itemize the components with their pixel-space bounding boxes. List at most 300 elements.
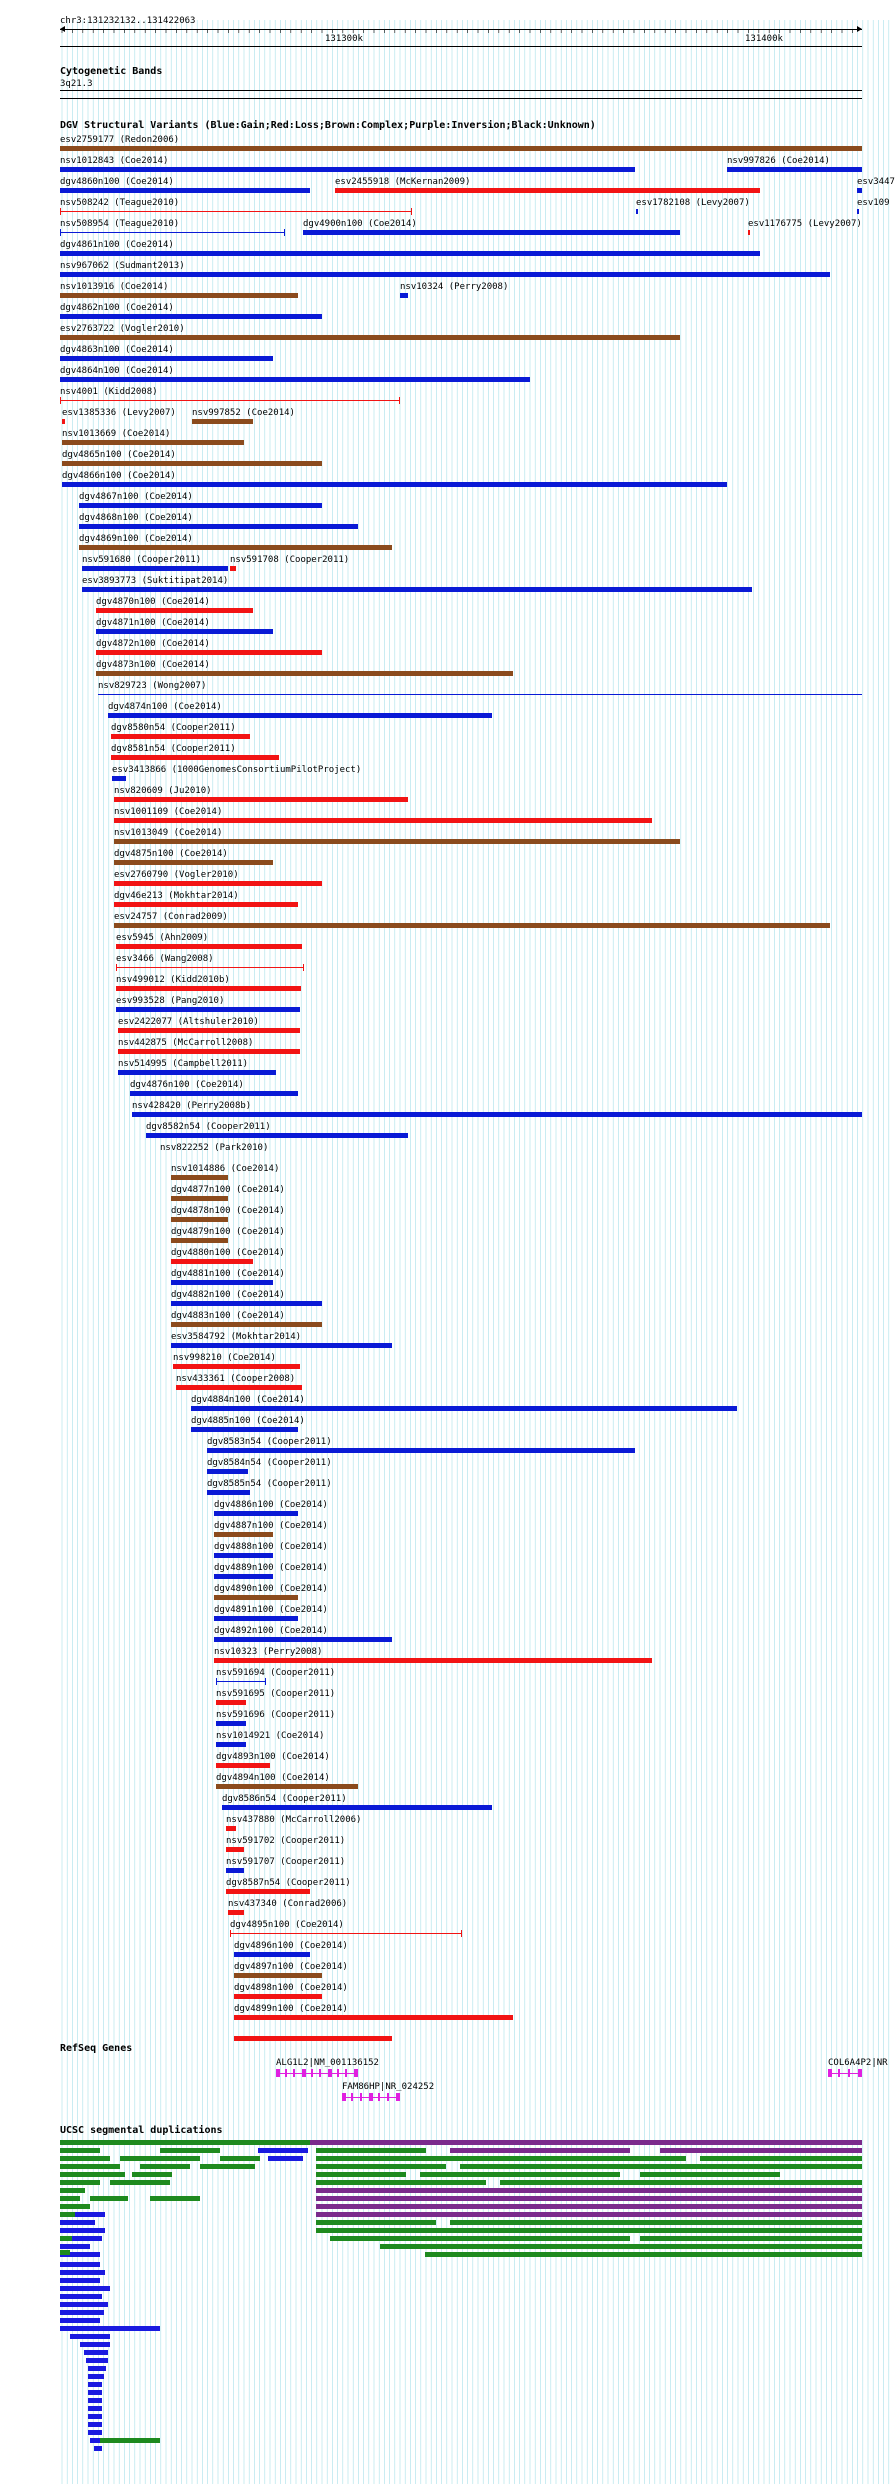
segdup-block[interactable] — [150, 2196, 200, 2201]
segdup-block[interactable] — [60, 2270, 105, 2275]
dgv-feature-label[interactable]: nsv508954 (Teague2010) — [60, 219, 180, 229]
refseq-gene-label[interactable]: COL6A4P2|NR — [828, 2058, 888, 2068]
refseq-gene-exon[interactable] — [293, 2069, 295, 2077]
refseq-gene-exon[interactable] — [337, 2069, 339, 2077]
dgv-feature-label[interactable]: dgv4889n100 (Coe2014) — [214, 1563, 328, 1573]
dgv-feature-bar[interactable] — [207, 1490, 250, 1495]
segdup-block[interactable] — [700, 2156, 862, 2161]
segdup-block[interactable] — [316, 2172, 406, 2177]
dgv-feature-bar[interactable] — [60, 272, 830, 277]
dgv-feature-label[interactable]: dgv4877n100 (Coe2014) — [171, 1185, 285, 1195]
dgv-feature-label[interactable]: esv2422077 (Altshuler2010) — [118, 1017, 259, 1027]
dgv-feature-bar[interactable] — [79, 524, 358, 529]
dgv-feature-label[interactable]: dgv4896n100 (Coe2014) — [234, 1941, 348, 1951]
dgv-feature-label[interactable]: dgv4871n100 (Coe2014) — [96, 618, 210, 628]
segdup-block[interactable] — [316, 2212, 862, 2217]
dgv-feature-bar[interactable] — [191, 1427, 298, 1432]
dgv-feature-bar[interactable] — [62, 461, 322, 466]
segdup-block[interactable] — [88, 2382, 102, 2387]
dgv-feature-bar[interactable] — [636, 209, 638, 214]
segdup-block[interactable] — [460, 2164, 862, 2169]
dgv-feature-label[interactable]: nsv10324 (Perry2008) — [400, 282, 509, 292]
segdup-block[interactable] — [70, 2334, 110, 2339]
segdup-block[interactable] — [88, 2414, 102, 2419]
segdup-block[interactable] — [60, 2250, 70, 2255]
dgv-feature-bar[interactable] — [114, 839, 680, 844]
dgv-feature-bar[interactable] — [214, 1637, 392, 1642]
dgv-feature-label[interactable]: esv3413866 (1000GenomesConsortiumPilotProject) — [112, 765, 362, 775]
cytoband-bar[interactable] — [60, 90, 862, 91]
dgv-feature-bar[interactable] — [234, 1994, 322, 1999]
dgv-feature-label[interactable]: dgv4867n100 (Coe2014) — [79, 492, 193, 502]
dgv-feature-bar[interactable] — [60, 232, 285, 233]
refseq-gene-exon[interactable] — [858, 2069, 862, 2077]
dgv-feature-label[interactable]: nsv4001 (Kidd2008) — [60, 387, 158, 397]
segdup-block[interactable] — [316, 2220, 436, 2225]
segdup-block[interactable] — [258, 2148, 308, 2153]
dgv-feature-label[interactable]: dgv8587n54 (Cooper2011) — [226, 1878, 351, 1888]
refseq-gene-intron-line[interactable] — [276, 2073, 356, 2074]
dgv-feature-bar[interactable] — [214, 1595, 298, 1600]
dgv-feature-label[interactable]: nsv591694 (Cooper2011) — [216, 1668, 336, 1678]
segdup-block[interactable] — [100, 2438, 160, 2443]
segdup-block[interactable] — [316, 2204, 862, 2209]
dgv-feature-label[interactable]: dgv4861n100 (Coe2014) — [60, 240, 174, 250]
dgv-feature-label[interactable]: dgv8584n54 (Cooper2011) — [207, 1458, 332, 1468]
dgv-feature-bar[interactable] — [222, 1805, 492, 1810]
dgv-feature-label[interactable]: dgv8583n54 (Cooper2011) — [207, 1437, 332, 1447]
refseq-gene-label[interactable]: FAM86HP|NR_024252 — [342, 2082, 435, 2092]
refseq-gene-exon[interactable] — [319, 2069, 321, 2077]
dgv-feature-label[interactable]: esv2760790 (Vogler2010) — [114, 870, 239, 880]
dgv-feature-label[interactable]: dgv4899n100 (Coe2014) — [234, 2004, 348, 2014]
segdup-block[interactable] — [316, 2196, 862, 2201]
segdup-block[interactable] — [316, 2164, 446, 2169]
dgv-feature-label[interactable]: nsv591680 (Cooper2011) — [82, 555, 202, 565]
dgv-feature-bar[interactable] — [96, 608, 253, 613]
dgv-feature-label[interactable]: nsv591696 (Cooper2011) — [216, 1710, 336, 1720]
ruler[interactable] — [60, 29, 862, 43]
dgv-feature-bar[interactable] — [114, 923, 830, 928]
dgv-feature-bar[interactable] — [96, 629, 273, 634]
dgv-feature-bar[interactable] — [192, 419, 253, 424]
dgv-feature-label[interactable]: nsv1013669 (Coe2014) — [62, 429, 171, 439]
refseq-track-title[interactable]: RefSeq Genes — [60, 2043, 133, 2054]
ruler-right-arrow[interactable] — [857, 26, 862, 32]
dgv-feature-bar[interactable] — [60, 251, 760, 256]
dgv-feature-bar[interactable] — [191, 1406, 737, 1411]
dgv-feature-bar[interactable] — [62, 419, 65, 424]
dgv-feature-label[interactable]: dgv4868n100 (Coe2014) — [79, 513, 193, 523]
dgv-feature-bar[interactable] — [82, 587, 752, 592]
segdup-block[interactable] — [88, 2374, 104, 2379]
segdup-block[interactable] — [60, 2228, 105, 2233]
segdup-block[interactable] — [60, 2244, 90, 2249]
dgv-feature-bar[interactable] — [60, 335, 680, 340]
segdup-block[interactable] — [72, 2236, 102, 2241]
dgv-feature-label[interactable]: dgv4900n100 (Coe2014) — [303, 219, 417, 229]
dgv-feature-label[interactable]: dgv4882n100 (Coe2014) — [171, 1290, 285, 1300]
segdup-block[interactable] — [88, 2366, 106, 2371]
dgv-feature-bar[interactable] — [82, 566, 228, 571]
dgv-feature-bar[interactable] — [335, 188, 760, 193]
dgv-feature-label[interactable]: dgv4866n100 (Coe2014) — [62, 471, 176, 481]
dgv-feature-label[interactable]: nsv1012843 (Coe2014) — [60, 156, 169, 166]
refseq-gene-exon[interactable] — [311, 2069, 313, 2077]
dgv-feature-bar[interactable] — [857, 188, 862, 193]
dgv-feature-bar[interactable] — [116, 944, 302, 949]
dgv-feature-label[interactable]: dgv4894n100 (Coe2014) — [216, 1773, 330, 1783]
dgv-feature-label[interactable]: dgv4888n100 (Coe2014) — [214, 1542, 328, 1552]
dgv-feature-bar[interactable] — [173, 1364, 300, 1369]
dgv-feature-bar[interactable] — [60, 400, 400, 401]
dgv-feature-label[interactable]: dgv4863n100 (Coe2014) — [60, 345, 174, 355]
dgv-feature-bar[interactable] — [111, 734, 250, 739]
segdup-block[interactable] — [450, 2220, 862, 2225]
dgv-feature-label[interactable]: dgv4874n100 (Coe2014) — [108, 702, 222, 712]
dgv-feature-bar[interactable] — [748, 230, 750, 235]
dgv-feature-label[interactable]: esv2759177 (Redon2006) — [60, 135, 180, 145]
dgv-feature-bar[interactable] — [216, 1700, 246, 1705]
dgv-feature-label[interactable]: dgv4885n100 (Coe2014) — [191, 1416, 305, 1426]
segdup-block[interactable] — [84, 2350, 108, 2355]
dgv-feature-label[interactable]: dgv4898n100 (Coe2014) — [234, 1983, 348, 1993]
dgv-feature-bar[interactable] — [60, 211, 412, 212]
segdup-block[interactable] — [132, 2172, 172, 2177]
dgv-feature-label[interactable]: dgv4865n100 (Coe2014) — [62, 450, 176, 460]
dgv-feature-bar[interactable] — [727, 167, 862, 172]
segdup-block[interactable] — [88, 2406, 102, 2411]
refseq-gene-exon[interactable] — [838, 2069, 840, 2077]
segdup-block[interactable] — [268, 2156, 303, 2161]
segdup-block[interactable] — [316, 2156, 686, 2161]
dgv-feature-bar[interactable] — [216, 1763, 270, 1768]
segdup-block[interactable] — [450, 2148, 630, 2153]
segdup-block[interactable] — [160, 2148, 220, 2153]
segdup-block[interactable] — [60, 2302, 108, 2307]
dgv-feature-bar[interactable] — [96, 671, 513, 676]
dgv-feature-label[interactable]: dgv4890n100 (Coe2014) — [214, 1584, 328, 1594]
dgv-feature-bar[interactable] — [132, 1112, 862, 1117]
refseq-gene-exon[interactable] — [378, 2093, 380, 2101]
dgv-feature-label[interactable]: dgv4893n100 (Coe2014) — [216, 1752, 330, 1762]
dgv-feature-bar[interactable] — [62, 482, 727, 487]
segdup-block[interactable] — [75, 2212, 105, 2217]
refseq-gene-label[interactable]: ALG1L2|NM_001136152 — [276, 2058, 379, 2068]
dgv-feature-label[interactable]: nsv1013916 (Coe2014) — [60, 282, 169, 292]
dgv-feature-label[interactable]: dgv4883n100 (Coe2014) — [171, 1311, 285, 1321]
dgv-feature-label[interactable]: esv109 — [857, 198, 890, 208]
dgv-feature-bar[interactable] — [60, 314, 322, 319]
dgv-feature-label[interactable]: nsv820609 (Ju2010) — [114, 786, 212, 796]
dgv-feature-bar[interactable] — [400, 293, 408, 298]
dgv-feature-label[interactable]: esv5945 (Ahn2009) — [116, 933, 209, 943]
segdup-block[interactable] — [60, 2326, 160, 2331]
dgv-feature-bar[interactable] — [171, 1343, 392, 1348]
dgv-feature-label[interactable]: dgv8581n54 (Cooper2011) — [111, 744, 236, 754]
refseq-gene-intron-line[interactable] — [828, 2073, 860, 2074]
refseq-gene-exon[interactable] — [828, 2069, 832, 2077]
segdup-block[interactable] — [316, 2188, 862, 2193]
dgv-feature-label[interactable]: dgv4878n100 (Coe2014) — [171, 1206, 285, 1216]
dgv-feature-bar[interactable] — [114, 902, 298, 907]
dgv-feature-label[interactable]: esv3584792 (Mokhtar2014) — [171, 1332, 302, 1342]
segdup-block[interactable] — [88, 2390, 102, 2395]
dgv-feature-bar[interactable] — [114, 818, 652, 823]
dgv-feature-label[interactable]: nsv1014886 (Coe2014) — [171, 1164, 280, 1174]
dgv-feature-label[interactable]: dgv4884n100 (Coe2014) — [191, 1395, 305, 1405]
dgv-feature-bar[interactable] — [226, 1889, 310, 1894]
dgv-feature-label[interactable]: nsv1013049 (Coe2014) — [114, 828, 223, 838]
dgv-feature-label[interactable]: dgv4872n100 (Coe2014) — [96, 639, 210, 649]
segdup-block[interactable] — [60, 2172, 125, 2177]
dgv-feature-label[interactable]: nsv822252 (Park2010) — [160, 1143, 269, 1153]
dgv-feature-bar[interactable] — [216, 1681, 266, 1682]
dgv-feature-bar[interactable] — [116, 967, 304, 968]
dgv-feature-bar[interactable] — [216, 1784, 358, 1789]
dgv-feature-bar[interactable] — [226, 1847, 244, 1852]
dgv-feature-bar[interactable] — [118, 1049, 300, 1054]
dgv-feature-label[interactable]: esv1782108 (Levy2007) — [636, 198, 750, 208]
dgv-feature-label[interactable]: dgv4873n100 (Coe2014) — [96, 660, 210, 670]
dgv-feature-label[interactable]: nsv1014921 (Coe2014) — [216, 1731, 325, 1741]
segdup-block[interactable] — [60, 2148, 100, 2153]
dgv-feature-bar[interactable] — [60, 293, 298, 298]
cytoband-track-title[interactable]: Cytogenetic Bands — [60, 66, 163, 77]
segdup-block[interactable] — [60, 2294, 102, 2299]
segdup-block[interactable] — [60, 2196, 80, 2201]
dgv-feature-bar[interactable] — [176, 1385, 302, 1390]
segdup-track-title[interactable]: UCSC segmental duplications — [60, 2125, 223, 2136]
dgv-feature-label[interactable]: nsv829723 (Wong2007) — [98, 681, 207, 691]
dgv-feature-label[interactable]: dgv4862n100 (Coe2014) — [60, 303, 174, 313]
dgv-feature-bar[interactable] — [96, 650, 322, 655]
dgv-feature-bar[interactable] — [98, 694, 862, 695]
dgv-feature-bar[interactable] — [171, 1259, 253, 1264]
segdup-block[interactable] — [60, 2204, 90, 2209]
segdup-block[interactable] — [88, 2422, 102, 2427]
dgv-feature-bar[interactable] — [108, 713, 492, 718]
dgv-track-title[interactable]: DGV Structural Variants (Blue:Gain;Red:Loss;Brown:Complex;Purple:Inversion;Black:Unknown) — [60, 120, 596, 131]
dgv-feature-label[interactable]: nsv591708 (Cooper2011) — [230, 555, 350, 565]
dgv-feature-bar[interactable] — [230, 1933, 462, 1934]
dgv-feature-bar[interactable] — [60, 377, 530, 382]
dgv-feature-label[interactable]: dgv4860n100 (Coe2014) — [60, 177, 174, 187]
segdup-block[interactable] — [640, 2172, 780, 2177]
dgv-feature-label[interactable]: dgv4891n100 (Coe2014) — [214, 1605, 328, 1615]
dgv-feature-label[interactable]: esv24757 (Conrad2009) — [114, 912, 228, 922]
dgv-feature-bar[interactable] — [214, 1553, 273, 1558]
dgv-feature-label[interactable]: dgv4897n100 (Coe2014) — [234, 1962, 348, 1972]
refseq-gene-exon[interactable] — [360, 2093, 362, 2101]
refseq-gene-exon[interactable] — [276, 2069, 280, 2077]
refseq-gene-exon[interactable] — [354, 2069, 358, 2077]
dgv-feature-label[interactable]: dgv4880n100 (Coe2014) — [171, 1248, 285, 1258]
dgv-feature-label[interactable]: esv3447 — [857, 177, 895, 187]
dgv-feature-label[interactable]: dgv4864n100 (Coe2014) — [60, 366, 174, 376]
segdup-block[interactable] — [120, 2156, 200, 2161]
dgv-feature-bar[interactable] — [60, 167, 635, 172]
dgv-feature-label[interactable]: dgv4879n100 (Coe2014) — [171, 1227, 285, 1237]
dgv-feature-label[interactable]: nsv10323 (Perry2008) — [214, 1647, 323, 1657]
dgv-feature-bar[interactable] — [171, 1280, 273, 1285]
dgv-feature-bar[interactable] — [228, 1910, 244, 1915]
segdup-block[interactable] — [88, 2398, 102, 2403]
dgv-feature-label[interactable]: nsv997852 (Coe2014) — [192, 408, 295, 418]
segdup-block[interactable] — [140, 2164, 190, 2169]
segdup-block[interactable] — [60, 2278, 100, 2283]
refseq-gene-exon[interactable] — [387, 2093, 389, 2101]
dgv-feature-bar[interactable] — [226, 1868, 244, 1873]
dgv-feature-bar[interactable] — [60, 188, 310, 193]
dgv-feature-label[interactable]: nsv591695 (Cooper2011) — [216, 1689, 336, 1699]
dgv-feature-bar[interactable] — [111, 755, 279, 760]
segdup-block[interactable] — [200, 2164, 255, 2169]
segdup-block[interactable] — [316, 2148, 426, 2153]
segdup-block[interactable] — [60, 2310, 104, 2315]
dgv-feature-bar[interactable] — [60, 146, 862, 151]
segdup-block[interactable] — [60, 2318, 100, 2323]
dgv-feature-bar[interactable] — [207, 1448, 635, 1453]
dgv-feature-label[interactable]: esv3893773 (Suktitipat2014) — [82, 576, 229, 586]
dgv-feature-bar[interactable] — [214, 1511, 298, 1516]
dgv-feature-bar[interactable] — [130, 1091, 298, 1096]
dgv-feature-label[interactable]: nsv508242 (Teague2010) — [60, 198, 180, 208]
dgv-feature-label[interactable]: esv3466 (Wang2008) — [116, 954, 214, 964]
segdup-block[interactable] — [60, 2164, 120, 2169]
refseq-gene-exon[interactable] — [351, 2093, 353, 2101]
dgv-feature-label[interactable]: nsv591702 (Cooper2011) — [226, 1836, 346, 1846]
dgv-feature-bar[interactable] — [60, 356, 273, 361]
refseq-gene-exon[interactable] — [285, 2069, 287, 2077]
segdup-block[interactable] — [380, 2244, 862, 2249]
refseq-gene-exon[interactable] — [328, 2069, 332, 2077]
dgv-feature-label[interactable]: dgv46e213 (Mokhtar2014) — [114, 891, 239, 901]
dgv-feature-label[interactable]: nsv428420 (Perry2008b) — [132, 1101, 252, 1111]
dgv-feature-label[interactable]: nsv998210 (Coe2014) — [173, 1353, 276, 1363]
dgv-feature-bar[interactable] — [114, 860, 273, 865]
dgv-feature-label[interactable]: dgv4875n100 (Coe2014) — [114, 849, 228, 859]
dgv-feature-label[interactable]: dgv4870n100 (Coe2014) — [96, 597, 210, 607]
dgv-feature-bar[interactable] — [116, 1007, 300, 1012]
segdup-block[interactable] — [88, 2430, 102, 2435]
dgv-feature-label[interactable]: nsv514995 (Campbell2011) — [118, 1059, 249, 1069]
dgv-feature-label[interactable]: nsv1001109 (Coe2014) — [114, 807, 223, 817]
dgv-feature-label[interactable]: esv1385336 (Levy2007) — [62, 408, 176, 418]
dgv-feature-label[interactable]: dgv8585n54 (Cooper2011) — [207, 1479, 332, 1489]
segdup-block[interactable] — [60, 2262, 100, 2267]
segdup-block[interactable] — [110, 2180, 170, 2185]
dgv-feature-bar[interactable] — [234, 2036, 392, 2041]
dgv-feature-bar[interactable] — [171, 1301, 322, 1306]
dgv-feature-label[interactable]: esv1176775 (Levy2007) — [748, 219, 862, 229]
dgv-feature-bar[interactable] — [230, 566, 236, 571]
dgv-feature-bar[interactable] — [214, 1616, 298, 1621]
dgv-feature-bar[interactable] — [171, 1217, 228, 1222]
refseq-gene-exon[interactable] — [369, 2093, 373, 2101]
segdup-block[interactable] — [640, 2236, 862, 2241]
dgv-feature-label[interactable]: dgv8586n54 (Cooper2011) — [222, 1794, 347, 1804]
dgv-feature-bar[interactable] — [214, 1574, 273, 1579]
dgv-feature-label[interactable]: nsv997826 (Coe2014) — [727, 156, 830, 166]
refseq-gene-exon[interactable] — [848, 2069, 850, 2077]
dgv-feature-bar[interactable] — [79, 503, 322, 508]
segdup-block[interactable] — [60, 2140, 310, 2145]
dgv-feature-bar[interactable] — [234, 2015, 513, 2020]
dgv-feature-bar[interactable] — [118, 1028, 300, 1033]
dgv-feature-label[interactable]: nsv437880 (McCarroll2006) — [226, 1815, 362, 1825]
dgv-feature-bar[interactable] — [146, 1133, 408, 1138]
dgv-feature-bar[interactable] — [171, 1196, 228, 1201]
dgv-feature-bar[interactable] — [234, 1973, 322, 1978]
dgv-feature-label[interactable]: nsv442875 (McCarroll2008) — [118, 1038, 254, 1048]
dgv-feature-bar[interactable] — [214, 1658, 652, 1663]
dgv-feature-bar[interactable] — [216, 1742, 246, 1747]
dgv-feature-label[interactable]: nsv499012 (Kidd2010b) — [116, 975, 230, 985]
segdup-block[interactable] — [500, 2180, 862, 2185]
segdup-block[interactable] — [310, 2140, 862, 2145]
dgv-feature-bar[interactable] — [857, 209, 859, 214]
dgv-feature-label[interactable]: nsv591707 (Cooper2011) — [226, 1857, 346, 1867]
dgv-feature-label[interactable]: dgv4895n100 (Coe2014) — [230, 1920, 344, 1930]
segdup-block[interactable] — [86, 2358, 108, 2363]
segdup-block[interactable] — [94, 2446, 102, 2451]
refseq-gene-exon[interactable] — [396, 2093, 400, 2101]
refseq-gene-exon[interactable] — [302, 2069, 306, 2077]
dgv-feature-bar[interactable] — [303, 230, 680, 235]
segdup-block[interactable] — [60, 2180, 100, 2185]
dgv-feature-bar[interactable] — [216, 1721, 246, 1726]
dgv-feature-bar[interactable] — [207, 1469, 248, 1474]
dgv-feature-label[interactable]: esv2763722 (Vogler2010) — [60, 324, 185, 334]
dgv-feature-bar[interactable] — [226, 1826, 236, 1831]
refseq-gene-exon[interactable] — [345, 2069, 347, 2077]
dgv-feature-bar[interactable] — [118, 1070, 276, 1075]
dgv-feature-label[interactable]: dgv4886n100 (Coe2014) — [214, 1500, 328, 1510]
dgv-feature-bar[interactable] — [114, 797, 408, 802]
ruler-left-arrow[interactable] — [60, 26, 65, 32]
segdup-block[interactable] — [60, 2156, 110, 2161]
dgv-feature-bar[interactable] — [171, 1322, 322, 1327]
dgv-feature-bar[interactable] — [214, 1532, 273, 1537]
dgv-feature-label[interactable]: dgv4876n100 (Coe2014) — [130, 1080, 244, 1090]
dgv-feature-bar[interactable] — [112, 776, 126, 781]
dgv-feature-bar[interactable] — [171, 1238, 228, 1243]
segdup-block[interactable] — [420, 2172, 620, 2177]
dgv-feature-label[interactable]: dgv4892n100 (Coe2014) — [214, 1626, 328, 1636]
dgv-feature-bar[interactable] — [234, 1952, 310, 1957]
dgv-feature-label[interactable]: dgv4881n100 (Coe2014) — [171, 1269, 285, 1279]
dgv-feature-label[interactable]: esv2455918 (McKernan2009) — [335, 177, 471, 187]
segdup-block[interactable] — [60, 2220, 95, 2225]
dgv-feature-label[interactable]: dgv4887n100 (Coe2014) — [214, 1521, 328, 1531]
dgv-feature-label[interactable]: nsv433361 (Cooper2008) — [176, 1374, 296, 1384]
segdup-block[interactable] — [330, 2236, 630, 2241]
segdup-block[interactable] — [220, 2156, 260, 2161]
dgv-feature-bar[interactable] — [171, 1175, 228, 1180]
dgv-feature-bar[interactable] — [62, 440, 244, 445]
dgv-feature-label[interactable]: nsv437340 (Conrad2006) — [228, 1899, 348, 1909]
segdup-block[interactable] — [80, 2342, 110, 2347]
dgv-feature-bar[interactable] — [116, 986, 301, 991]
dgv-feature-label[interactable]: dgv8582n54 (Cooper2011) — [146, 1122, 271, 1132]
dgv-feature-bar[interactable] — [79, 545, 392, 550]
dgv-feature-bar[interactable] — [114, 881, 322, 886]
segdup-block[interactable] — [660, 2148, 862, 2153]
dgv-feature-label[interactable]: esv993528 (Pang2010) — [116, 996, 225, 1006]
segdup-block[interactable] — [316, 2180, 486, 2185]
segdup-block[interactable] — [60, 2188, 85, 2193]
